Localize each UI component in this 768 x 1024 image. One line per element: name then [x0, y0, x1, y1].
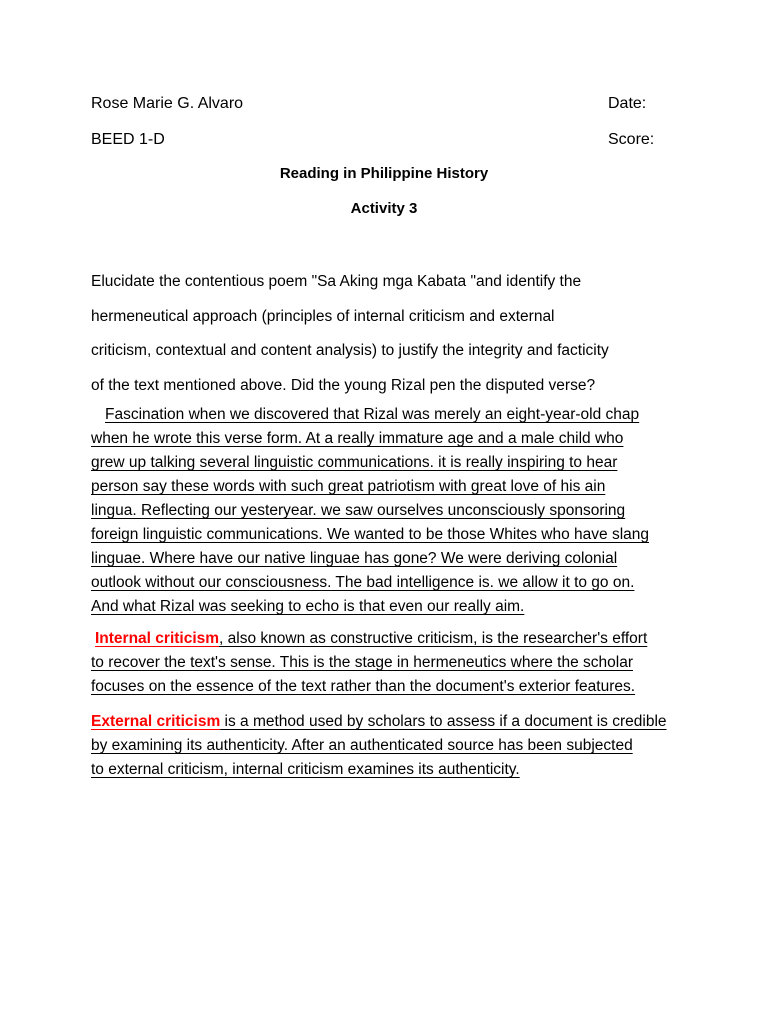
student-section: BEED 1-D — [91, 131, 165, 148]
external-criticism-line: by examining its authenticity. After an authenticated source has been subjected — [91, 737, 633, 754]
prompt-line: hermeneutical approach (principles of internal criticism and external — [91, 307, 555, 325]
activity-title: Activity 3 — [350, 200, 418, 217]
prompt-paragraph — [91, 265, 681, 403]
student-name: Rose Marie G. Alvaro — [91, 95, 244, 112]
external-criticism-line: is a method used by scholars to assess if a document is credible — [220, 713, 667, 730]
answer-line: lingua. Reflecting our yesteryear. we saw ourselves unconsciously sponsoring — [91, 502, 626, 519]
answer-line: when he wrote this verse form. At a really immature age and a male child who — [91, 430, 624, 447]
answer-line: person say these words with such great patriotism with great love of his ain — [91, 478, 606, 495]
internal-criticism-line: , also known as constructive criticism, is the researcher's effort — [219, 630, 648, 647]
answer-line: Fascination when we discovered that Rizal was merely an eight-year-old chap — [105, 406, 640, 423]
answer-paragraph — [91, 403, 681, 619]
answer-line: linguae. Where have our native linguae has gone? We were deriving colonial — [91, 550, 618, 567]
answer-line: outlook without our consciousness. The bad intelligence is. we allow it to go on. — [91, 574, 635, 591]
date-label: Date: — [608, 95, 647, 112]
answer-line: foreign linguistic communications. We wanted to be those Whites who have slang — [91, 526, 650, 543]
external-criticism-line: to external criticism, internal criticism examines its authenticity. — [91, 761, 520, 778]
internal-criticism-paragraph — [91, 627, 681, 699]
internal-criticism-term: Internal criticism — [95, 630, 220, 647]
answer-line: And what Rizal was seeking to echo is that even our really aim. — [91, 598, 525, 615]
answer-line: grew up talking several linguistic communications. it is really inspiring to hear — [91, 454, 618, 471]
prompt-line: criticism, contextual and content analysis) to justify the integrity and facticity — [91, 342, 609, 359]
internal-criticism-line: to recover the text's sense. This is the stage in hermeneutics where the scholar — [91, 654, 634, 671]
prompt-line: Elucidate the contentious poem "Sa Aking mga Kabata "and identify the — [91, 273, 582, 290]
course-title: Reading in Philippine History — [279, 165, 489, 182]
external-criticism-paragraph — [91, 710, 681, 782]
score-label: Score: — [608, 131, 655, 148]
internal-criticism-line: focuses on the essence of the text rather than the document's exterior features. — [91, 678, 636, 695]
prompt-line: of the text mentioned above. Did the young Rizal pen the disputed verse? — [91, 376, 596, 394]
external-criticism-term: External criticism — [91, 713, 221, 730]
